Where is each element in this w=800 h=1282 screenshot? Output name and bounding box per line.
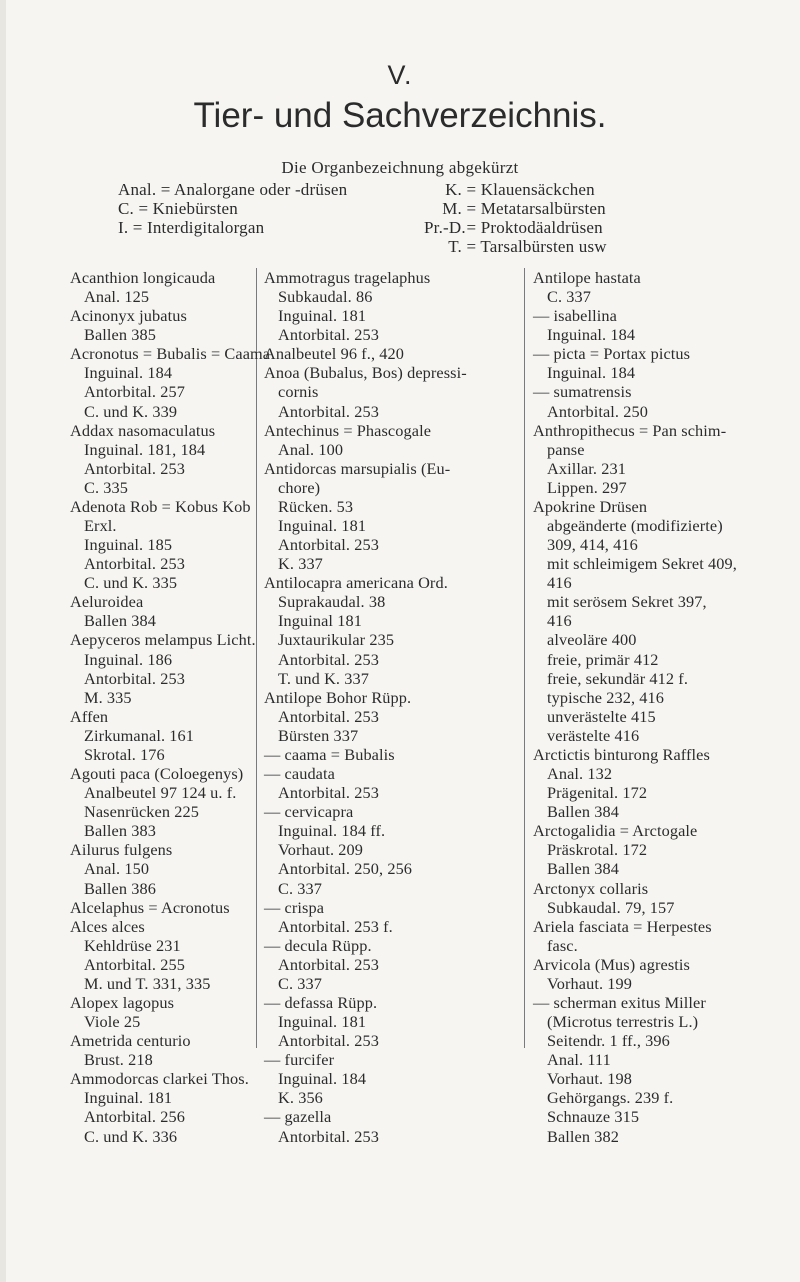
index-entry-reference: alveoläre 400: [547, 630, 637, 650]
index-entry-reference: C. und K. 335: [84, 573, 178, 593]
index-entry-reference: Inguinal. 184: [278, 1069, 367, 1089]
index-entry-reference: Inguinal. 184: [547, 325, 636, 345]
index-entry-reference: Vorhaut. 199: [547, 973, 633, 993]
index-entry-reference: Inguinal. 184 ff.: [278, 821, 386, 841]
index-entry-reference: Inguinal. 181: [278, 306, 367, 326]
index-entry-reference: Anal. 111: [547, 1050, 611, 1070]
index-entry-continuation: panse: [547, 439, 585, 459]
index-column-1: [70, 268, 270, 1146]
index-entry-continuation: fasc.: [547, 935, 578, 955]
index-entry-reference: Inguinal. 181, 184: [84, 439, 206, 459]
index-entry-heading: Arvicola (Mus) agrestis: [533, 954, 690, 974]
column-divider: [524, 268, 525, 1048]
index-entry-reference: Ballen 384: [547, 859, 619, 879]
index-entry-reference: Antorbital. 253: [278, 954, 379, 974]
index-entry-reference: Ballen 382: [547, 1126, 619, 1146]
index-entry-reference: K. 356: [278, 1088, 323, 1108]
index-entry-reference: Antorbital. 253: [278, 706, 379, 726]
index-entry-reference: Antorbital. 253: [278, 649, 379, 669]
index-entry-heading: — cervicapra: [264, 802, 354, 822]
index-entry-reference: Schnauze 315: [547, 1107, 640, 1127]
index-entry-heading: Antechinus = Phascogale: [264, 420, 432, 440]
abbreviation-caption: Die Organbezeichnung abgekürzt: [281, 158, 519, 177]
index-entry-heading: Acanthion longicauda: [70, 268, 216, 287]
index-entry-reference: Suprakaudal. 38: [278, 592, 386, 612]
index-entry-heading: Aeluroidea: [70, 592, 144, 612]
index-entry-reference: Ballen 386: [84, 878, 156, 898]
index-entry-reference: freie, sekundär 412 f.: [547, 668, 688, 688]
index-entry-heading: Alopex lagopus: [70, 992, 175, 1012]
index-entry-reference: C. und K. 339: [84, 401, 178, 421]
index-entry-heading: Antilope Bohor Rüpp.: [264, 687, 412, 707]
index-entry-reference: T. und K. 337: [278, 668, 369, 688]
abbreviation-entry: C. = Kniebürsten: [118, 199, 238, 218]
index-entry-reference: Antorbital. 253 f.: [278, 916, 393, 936]
index-entry-heading: Agouti paca (Coloegenys): [70, 764, 244, 784]
index-entry-reference: Antorbital. 256: [84, 1107, 185, 1127]
index-entry-heading: — defassa Rüpp.: [264, 992, 378, 1012]
index-entry-reference: Antorbital. 253: [84, 458, 185, 478]
index-entry-heading: Addax nasomaculatus: [70, 420, 216, 440]
index-entry-reference: Skrotal. 176: [84, 744, 165, 764]
index-entry-reference: Inguinal. 184: [84, 363, 173, 383]
index-entry-reference: Ballen 384: [547, 802, 619, 822]
index-entry-reference: Inguinal. 184: [547, 363, 636, 383]
abbreviation-entry: Anal. = Analorgane oder -drüsen: [118, 180, 348, 199]
index-entry-reference: Antorbital. 250, 256: [278, 859, 413, 879]
index-entry-reference: C. 337: [547, 287, 592, 307]
index-entry-reference: 309, 414, 416: [547, 535, 638, 555]
index-entry-reference: Antorbital. 257: [84, 382, 185, 402]
index-entry-reference: Ballen 384: [84, 611, 156, 631]
index-entry-heading: Antilope hastata: [533, 268, 641, 287]
index-entry-continuation: cornis: [278, 382, 319, 402]
index-entry-reference: Anal. 150: [84, 859, 150, 879]
index-entry-reference: Axillar. 231: [547, 458, 626, 478]
index-entry-heading: — gazella: [264, 1107, 332, 1127]
index-entry-reference: Anal. 132: [547, 764, 613, 784]
index-entry-reference: Gehörgangs. 239 f.: [547, 1088, 674, 1108]
index-entry-reference: Nasenrücken 225: [84, 802, 199, 822]
abbreviation-entry: [424, 237, 607, 256]
index-entry-reference: Anal. 125: [84, 287, 150, 307]
index-entry-reference: Rücken. 53: [278, 496, 354, 516]
index-entry-heading: Affen: [70, 706, 109, 726]
index-entry-reference: C. 337: [278, 973, 323, 993]
index-entry-heading: Ammotragus tragelaphus: [264, 268, 431, 287]
index-entry-heading: Apokrine Drüsen: [533, 496, 648, 516]
index-entry-heading: — furcifer: [264, 1050, 335, 1070]
abbreviation-key: Pr.-D.: [424, 218, 466, 237]
abbreviation-key: K.: [445, 180, 462, 199]
index-entry-reference: Antorbital. 255: [84, 954, 185, 974]
index-entry-reference: Bürsten 337: [278, 725, 359, 745]
index-entry-reference: Brust. 218: [84, 1050, 153, 1070]
index-entry-reference: Kehldrüse 231: [84, 935, 181, 955]
index-entry-reference: verästelte 416: [547, 725, 640, 745]
index-entry-reference: C. 337: [278, 878, 323, 898]
index-entry-heading: Adenota Rob = Kobus Kob: [70, 496, 251, 516]
index-entry-reference: Seitendr. 1 ff., 396: [547, 1031, 670, 1051]
abbreviation-key: T.: [448, 237, 462, 256]
index-entry-reference: Antorbital. 253: [278, 783, 379, 803]
index-entry-reference: (Microtus terrestris L.): [547, 1012, 699, 1032]
index-entry-reference: Subkaudal. 79, 157: [547, 897, 675, 917]
index-entry-heading: — crispa: [264, 897, 325, 917]
index-column-3: [533, 268, 737, 1146]
index-entry-reference: Inguinal. 181: [84, 1088, 173, 1108]
index-entry-heading: Ametrida centurio: [70, 1031, 191, 1051]
abbreviation-entry: [424, 180, 607, 199]
index-entry-heading: Alces alces: [70, 916, 145, 936]
index-entry-heading: Alcelaphus = Acronotus: [70, 897, 230, 917]
index-entry-heading: — sumatrensis: [533, 382, 632, 402]
index-entry-heading: Arctictis binturong Raffles: [533, 744, 710, 764]
index-entry-reference: Antorbital. 253: [84, 668, 185, 688]
index-entry-reference: Präskrotal. 172: [547, 840, 648, 860]
index-entry-reference: Vorhaut. 198: [547, 1069, 633, 1089]
index-entry-reference: mit schleimigem Sekret 409,: [547, 554, 737, 574]
page-title: Tier- und Sachverzeichnis.: [193, 96, 607, 135]
index-entry-heading: — isabellina: [533, 306, 617, 326]
index-entry-reference: Inguinal 181: [278, 611, 362, 631]
index-entry-reference: unverästelte 415: [547, 706, 656, 726]
index-entry-reference: Vorhaut. 209: [278, 840, 364, 860]
index-entry-heading: Ammodorcas clarkei Thos.: [70, 1069, 249, 1089]
index-entry-heading: Acinonyx jubatus: [70, 306, 187, 326]
index-entry-continuation: chore): [278, 477, 321, 497]
index-entry-reference: Inguinal. 186: [84, 649, 173, 669]
index-entry-continuation: Erxl.: [84, 516, 117, 536]
index-entry-reference: C. 335: [84, 477, 129, 497]
index-entry-reference: K. 337: [278, 554, 323, 574]
index-entry-reference: Juxtaurikular 235: [278, 630, 395, 650]
abbreviation-list-right: [424, 180, 607, 256]
index-entry-reference: M. und T. 331, 335: [84, 973, 211, 993]
index-entry-heading: Ariela fasciata = Herpestes: [533, 916, 712, 936]
index-entry-reference: mit serösem Sekret 397,: [547, 592, 707, 612]
index-entry-reference: Viole 25: [84, 1012, 141, 1032]
index-entry-reference: C. und K. 336: [84, 1126, 178, 1146]
abbreviation-entry: [424, 199, 607, 218]
index-entry-heading: Ailurus fulgens: [70, 840, 173, 860]
index-column-2: [264, 268, 467, 1146]
abbreviation-value: = Tarsalbürsten usw: [466, 237, 607, 256]
index-entry-reference: typische 232, 416: [547, 687, 665, 707]
abbreviation-value: = Proktodäaldrüsen: [466, 218, 603, 237]
index-entry-reference: Antorbital. 253: [278, 1126, 379, 1146]
index-entry-reference: Antorbital. 253: [278, 535, 379, 555]
index-entry-heading: — scherman exitus Miller: [533, 992, 706, 1012]
index-entry-heading: — caudata: [264, 764, 335, 784]
index-entry-reference: Antorbital. 253: [278, 325, 379, 345]
index-entry-reference: Subkaudal. 86: [278, 287, 373, 307]
index-entry-reference: Analbeutel 97 124 u. f.: [84, 783, 237, 803]
index-entry-heading: Anthropithecus = Pan schim-: [533, 420, 727, 440]
index-entry-reference: 416: [547, 611, 572, 631]
index-entry-heading: — picta = Portax pictus: [533, 344, 691, 364]
index-entry-reference: Inguinal. 181: [278, 1012, 367, 1032]
index-entry-reference: Ballen 385: [84, 325, 156, 345]
abbreviation-entry: [424, 218, 607, 237]
index-entry-reference: Prägenital. 172: [547, 783, 648, 803]
index-entry-heading: Antilocapra americana Ord.: [264, 573, 448, 593]
abbreviation-key: M.: [442, 199, 462, 218]
index-entry-reference: 416: [547, 573, 572, 593]
page-edge-shadow: [0, 0, 6, 1282]
index-entry-heading: Anoa (Bubalus, Bos) depressi-: [264, 363, 467, 383]
index-entry-reference: Antorbital. 253: [278, 1031, 379, 1051]
index-entry-heading: Antidorcas marsupialis (Eu-: [264, 458, 451, 478]
abbreviation-entry: I. = Interdigitalorgan: [118, 218, 265, 237]
index-entry-reference: abgeänderte (modifizierte): [547, 516, 723, 536]
index-entry-reference: Antorbital. 253: [84, 554, 185, 574]
index-entry-heading: Arctogalidia = Arctogale: [533, 821, 698, 841]
index-entry-heading: — caama = Bubalis: [264, 744, 395, 764]
index-entry-reference: Lippen. 297: [547, 477, 627, 497]
index-entry-reference: Ballen 383: [84, 821, 156, 841]
index-entry-reference: Inguinal. 181: [278, 516, 367, 536]
index-entry-heading: Arctonyx collaris: [533, 878, 649, 898]
index-entry-heading: Analbeutel 96 f., 420: [264, 344, 405, 364]
index-entry-reference: M. 335: [84, 687, 132, 707]
index-entry-heading: — decula Rüpp.: [264, 935, 372, 955]
abbreviation-value: = Metatarsalbürsten: [466, 199, 606, 218]
index-entry-heading: Aepyceros melampus Licht.: [70, 630, 256, 650]
abbreviation-value: = Klauensäckchen: [466, 180, 595, 199]
index-entry-reference: freie, primär 412: [547, 649, 659, 669]
abbreviation-list-left: [118, 180, 347, 237]
index-entry-reference: Antorbital. 250: [547, 401, 648, 421]
index-entry-reference: Anal. 100: [278, 439, 344, 459]
index-entry-reference: Inguinal. 185: [84, 535, 173, 555]
index-entry-heading: Acronotus = Bubalis = Caama: [70, 344, 271, 364]
section-number: V.: [387, 60, 413, 90]
index-entry-reference: Zirkumanal. 161: [84, 725, 195, 745]
index-entry-reference: Antorbital. 253: [278, 401, 379, 421]
